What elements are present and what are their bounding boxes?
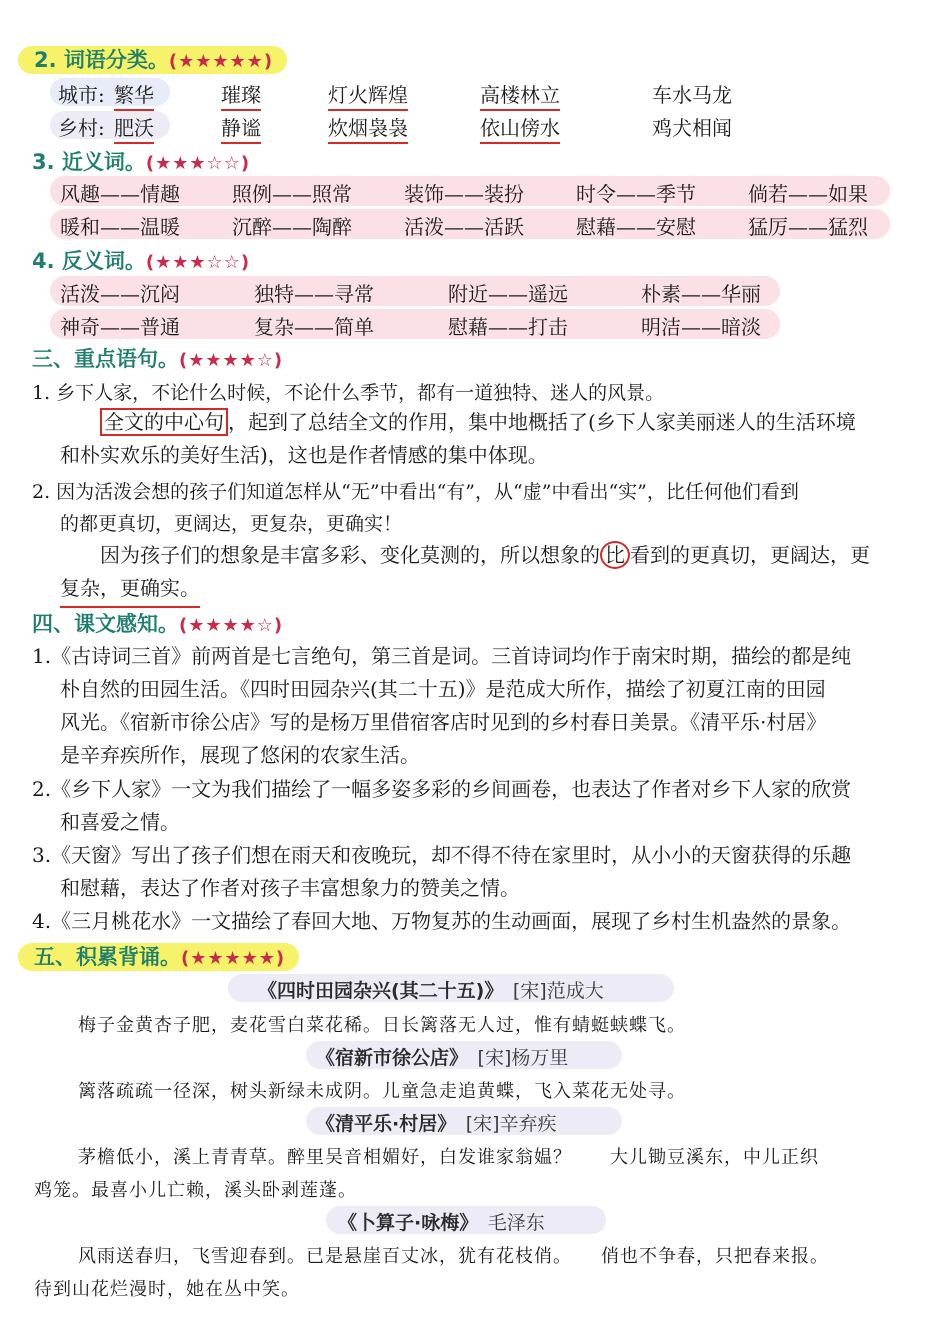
poem-title-row [258, 976, 604, 1003]
antonym-pair: 独特——寻常 [254, 282, 374, 306]
question-1: 1. 乡下人家，不论什么时候，不论什么季节，都有一道独特、迷人的风景。 [32, 382, 665, 404]
synonym-pair: 时令——季节 [576, 182, 696, 206]
heading-text: 五、积累背诵。 [34, 945, 181, 969]
antonym-pair: 朴素——华丽 [641, 282, 761, 306]
question-2-line-1: 2. 因为活泼会想的孩子们知道怎样从“无”中看出“有”，从“虚”中看出“实”，比任何他们看到 [32, 481, 799, 503]
synonym-pair: 装饰——装扮 [404, 182, 524, 206]
antonym-pair: 活泼——沉闷 [60, 282, 180, 306]
paragraph-2-line: 和喜爱之情。 [60, 810, 180, 834]
word: 繁华 [114, 79, 154, 111]
synonym-pair: 暖和——温暖 [60, 215, 180, 239]
word: 高楼林立 [480, 79, 560, 111]
answer-1-line-1 [100, 406, 856, 439]
section-2-heading [18, 44, 287, 74]
poem-author: 毛泽东 [487, 1212, 545, 1234]
star-rating: (★★★★☆) [179, 350, 284, 371]
poem-author: [宋]范成大 [512, 980, 604, 1002]
paragraph-1-line: 风光。《宿新市徐公店》写的是杨万里借宿客店时见到的乡村春日美景。《清平乐·村居》 [60, 710, 827, 734]
poem-title: 《宿新市徐公店》 [316, 1047, 459, 1069]
poem-title-row [338, 1208, 545, 1235]
heading-text: 2. 词语分类。 [34, 48, 169, 72]
heading-text: 4. 反义词。 [32, 249, 146, 273]
heading-text: 三、重点语句。 [32, 347, 179, 371]
section-key-sentences-heading [32, 343, 283, 373]
paragraph-4: 4.《三月桃花水》一文描绘了春回大地、万物复苏的生动画面，展现了乡村生机盎然的景象。 [32, 909, 852, 933]
poem-author: [宋]杨万里 [477, 1047, 569, 1069]
answer-2-line-1 [100, 539, 870, 572]
synonym-pair: 倘若——如果 [748, 182, 868, 206]
word: 璀璨 [221, 79, 261, 111]
star-rating: (★★★★★) [168, 51, 274, 72]
word: 炊烟袅袅 [328, 112, 408, 144]
answer-text: 因为孩子们的想象是丰富多彩、变化莫测的，所以想象的 [100, 543, 600, 567]
word: 车水马龙 [652, 83, 732, 107]
circled-char: 比 [600, 541, 630, 569]
word: 灯火辉煌 [328, 79, 408, 111]
antonym-pair: 附近——遥远 [448, 282, 568, 306]
star-rating: (★★★☆☆) [145, 153, 251, 174]
paragraph-1-line: 是辛弃疾所作，展现了悠闲的农家生活。 [60, 743, 420, 767]
poem-title: 《卜算子·咏梅》 [338, 1212, 469, 1234]
synonym-pair: 风趣——情趣 [60, 182, 180, 206]
answer-text: 看到的更真切，更阔达，更 [630, 543, 870, 567]
section-4-heading [32, 245, 250, 275]
synonym-pair: 猛厉——猛烈 [748, 215, 868, 239]
star-rating: (★★★★★) [181, 948, 286, 969]
question-2-line-2: 的都更真切，更阔达，更复杂，更确实！ [60, 513, 403, 535]
answer-2-line-2: 复杂，更确实。 [60, 572, 200, 608]
poem-title-row [316, 1043, 568, 1070]
star-rating: (★★★☆☆) [145, 252, 251, 273]
poem-line: 待到山花烂漫时，她在丛中笑。 [34, 1279, 300, 1300]
synonym-pair: 活泼——活跃 [404, 215, 524, 239]
poem-line: 篱落疏疏一径深，树头新绿未成阴。儿童急走追黄蝶，飞入菜花无处寻。 [78, 1081, 686, 1102]
poem-line: 风雨送春归，飞雪迎春到。已是悬崖百丈冰，犹有花枝俏。 俏也不争春，只把春来报。 [78, 1246, 829, 1267]
boxed-phrase: 全文的中心句 [100, 408, 228, 436]
synonym-pair: 沉醉——陶醉 [232, 215, 352, 239]
star-rating: (★★★★☆) [179, 615, 284, 636]
section-3-heading [32, 146, 250, 176]
paragraph-2-line: 2.《乡下人家》一文为我们描绘了一幅多姿多彩的乡间画卷，也表达了作者对乡下人家的欣赏 [32, 777, 852, 801]
answer-1-line-2: 和朴实欢乐的美好生活)，这也是作者情感的集中体现。 [60, 443, 548, 467]
poem-line: 茅檐低小，溪上青青草。醉里吴音相媚好，白发谁家翁媪？ 大儿锄豆溪东，中儿正织 [78, 1147, 819, 1168]
word: 依山傍水 [480, 112, 560, 144]
word: 静谧 [221, 112, 261, 144]
label-city: 城市: [58, 83, 105, 107]
label-village: 乡村: [58, 116, 105, 140]
poem-line: 梅子金黄杏子肥，麦花雪白菜花稀。日长篱落无人过，惟有蜻蜓蛱蝶飞。 [78, 1015, 686, 1036]
synonym-pair: 照例——照常 [232, 182, 352, 206]
heading-text: 3. 近义词。 [32, 150, 146, 174]
word: 肥沃 [114, 112, 154, 144]
antonym-pair: 复杂——简单 [254, 315, 374, 339]
antonym-pair: 明洁——暗淡 [641, 315, 761, 339]
word: 鸡犬相闻 [652, 116, 732, 140]
paragraph-1-line: 朴自然的田园生活。《四时田园杂兴(其二十五)》是范成大所作，描绘了初夏江南的田园 [60, 677, 826, 701]
heading-text: 四、课文感知。 [32, 612, 179, 636]
antonym-pair: 慰藉——打击 [448, 315, 568, 339]
answer-text: ，起到了总结全文的作用，集中地概括了(乡下人家美丽迷人的生活环境 [228, 410, 856, 434]
poem-line: 鸡笼。最喜小儿亡赖，溪头卧剥莲蓬。 [34, 1180, 357, 1201]
poem-title: 《四时田园杂兴(其二十五)》 [258, 980, 494, 1002]
paragraph-1-line: 1.《古诗词三首》前两首是七言绝句，第三首是词。三首诗词均作于南宋时期，描绘的都是纯 [32, 644, 852, 668]
poem-author: [宋]辛弃疾 [465, 1113, 557, 1135]
paragraph-3-line: 和慰藉，表达了作者对孩子丰富想象力的赞美之情。 [60, 876, 520, 900]
synonym-pair: 慰藉——安慰 [576, 215, 696, 239]
poem-title: 《清平乐·村居》 [316, 1113, 447, 1135]
paragraph-3-line: 3.《天窗》写出了孩子们想在雨天和夜晚玩，却不得不待在家里时，从小小的天窗获得的乐趣 [32, 843, 852, 867]
poem-title-row [316, 1109, 557, 1136]
section-recitation-heading [18, 941, 299, 971]
antonym-pair: 神奇——普通 [60, 315, 180, 339]
section-text-perception-heading [32, 608, 283, 638]
